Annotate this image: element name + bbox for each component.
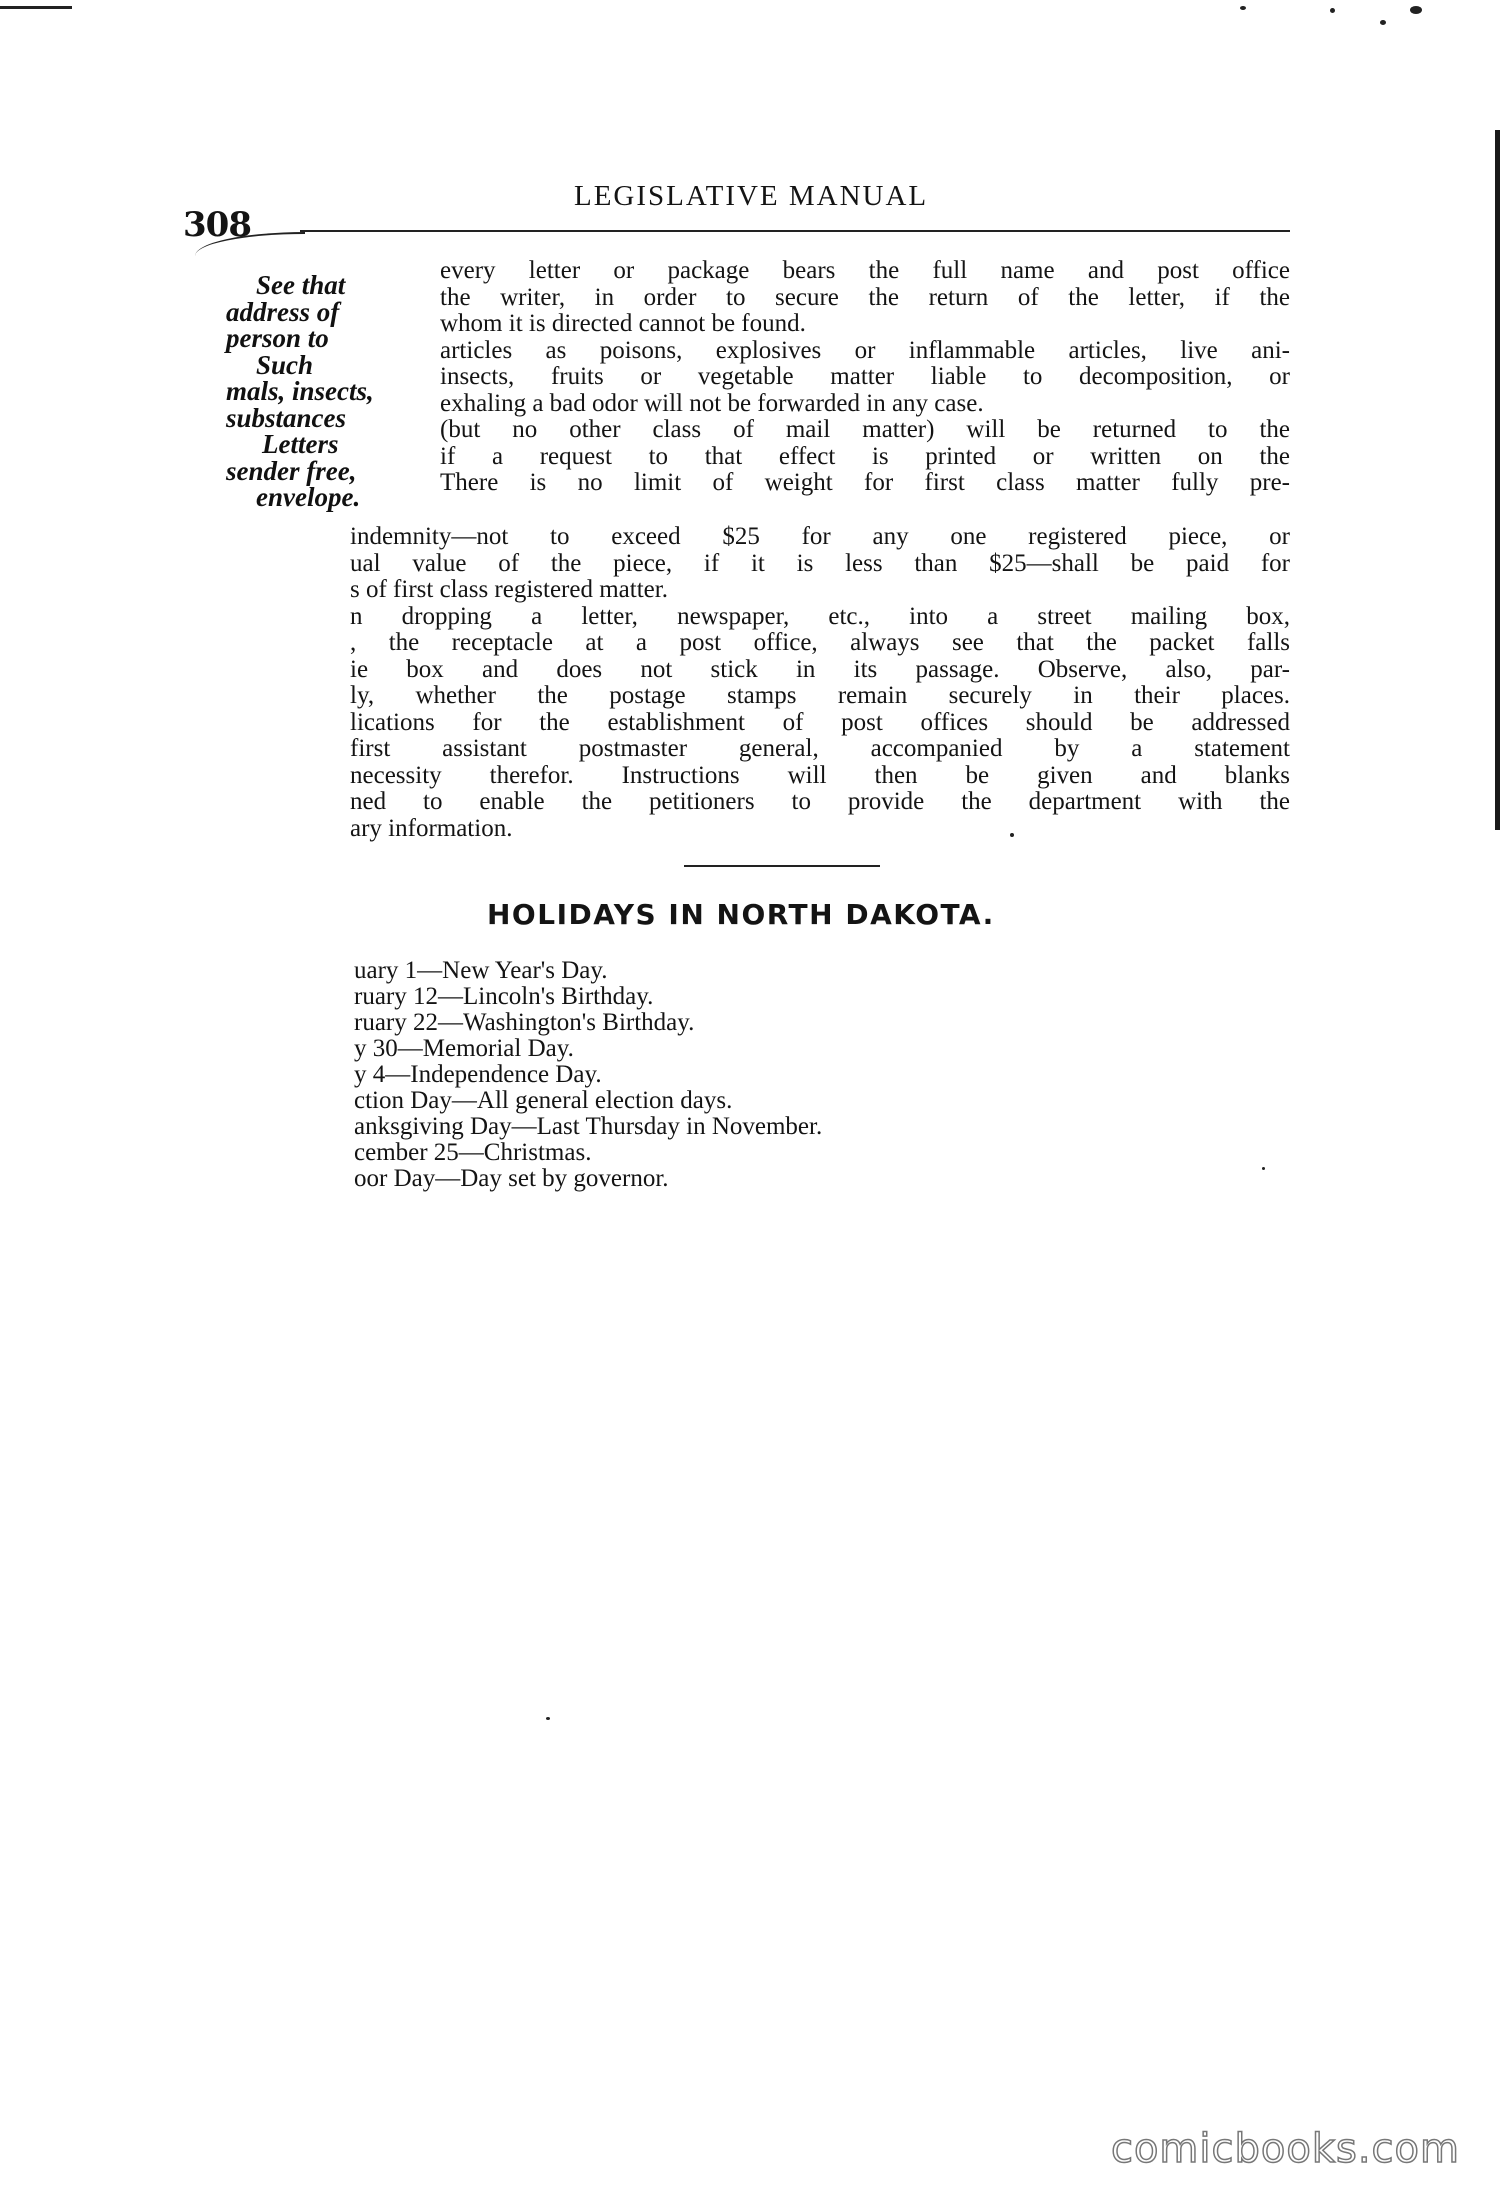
holiday-item: cember 25—Christmas. bbox=[354, 1139, 592, 1166]
holiday-list bbox=[354, 958, 822, 1192]
text-line: if a request to that effect is printed or written on the bbox=[440, 443, 1290, 470]
text-line: first assistant postmaster general, accompanied by a statement bbox=[350, 736, 1290, 762]
text-line: whom it is directed cannot be found. bbox=[440, 311, 806, 337]
holiday-item: ruary 22—Washington's Birthday. bbox=[354, 1009, 695, 1036]
scan-speck bbox=[1240, 6, 1246, 10]
holiday-item: anksgiving Day—Last Thursday in November. bbox=[354, 1113, 823, 1140]
skewed-margin-words bbox=[226, 272, 446, 511]
margin-word: mals, insects, bbox=[226, 376, 374, 406]
holiday-item: uary 1—New Year's Day. bbox=[354, 957, 608, 984]
margin-word: person to bbox=[226, 323, 329, 353]
scan-edge-shadow bbox=[1495, 130, 1500, 830]
holiday-item: y 30—Memorial Day. bbox=[354, 1035, 574, 1062]
text-line: necessity therefor. Instructions will then be given and blanks bbox=[350, 762, 1290, 789]
scan-speck bbox=[546, 1717, 550, 1720]
text-line: indemnity—not to exceed $25 for any one registered piece, or bbox=[350, 524, 1290, 550]
margin-word: Such bbox=[256, 349, 314, 380]
holiday-item: ction Day—All general election days. bbox=[354, 1087, 733, 1114]
header-rule bbox=[300, 230, 1290, 232]
text-line: ual value of the piece, if it is less than $25—shall be paid for bbox=[350, 550, 1290, 577]
text-line: lications for the establishment of post offices should be addressed bbox=[350, 709, 1290, 736]
text-line: s of first class registered matter. bbox=[350, 577, 668, 603]
holiday-item: ruary 12—Lincoln's Birthday. bbox=[354, 983, 654, 1010]
margin-word: envelope. bbox=[256, 482, 361, 512]
text-line: ie box and does not stick in its passage. Observe, also, par- bbox=[350, 656, 1290, 683]
section-heading: HOLIDAYS IN NORTH DAKOTA. bbox=[487, 898, 995, 931]
text-line: n dropping a letter, newspaper, etc., into a street mailing box, bbox=[350, 603, 1290, 630]
text-line: There is no limit of weight for first class matter fully pre- bbox=[440, 470, 1290, 496]
postal-instructions-paragraph bbox=[440, 258, 1290, 497]
text-line: exhaling a bad odor will not be forwarded in any case. bbox=[440, 390, 984, 417]
text-line: , the receptacle at a post office, always see that the packet falls bbox=[350, 630, 1290, 656]
margin-word: address of bbox=[226, 296, 340, 327]
text-line: ary information. bbox=[350, 815, 513, 842]
margin-word: substances bbox=[226, 402, 347, 433]
margin-word: Letters bbox=[262, 429, 339, 459]
page-number: 308 bbox=[183, 205, 251, 245]
scan-speck bbox=[1262, 1167, 1265, 1170]
text-line: (but no other class of mail matter) will be returned to the bbox=[440, 417, 1290, 443]
watermark-logo: comicbooks.com bbox=[1110, 2126, 1460, 2172]
holiday-item: oor Day—Day set by governor. bbox=[354, 1165, 669, 1192]
margin-word: sender free, bbox=[226, 455, 357, 486]
scan-edge-mark bbox=[0, 6, 72, 9]
holiday-item: y 4—Independence Day. bbox=[354, 1061, 602, 1088]
running-head: LEGISLATIVE MANUAL bbox=[574, 180, 929, 212]
registered-mail-paragraph bbox=[350, 524, 1290, 842]
text-line: ly, whether the postage stamps remain securely in their places. bbox=[350, 683, 1290, 709]
text-line: insects, fruits or vegetable matter liable to decomposition, or bbox=[440, 364, 1290, 390]
scan-speck bbox=[1330, 8, 1335, 13]
scan-speck bbox=[1410, 6, 1422, 14]
margin-word: See that bbox=[256, 270, 346, 300]
text-line: every letter or package bears the full name and post office bbox=[440, 258, 1290, 284]
scan-speck bbox=[1380, 20, 1386, 25]
text-line: articles as poisons, explosives or inflammable articles, live ani- bbox=[440, 337, 1290, 364]
text-line: the writer, in order to secure the return of the letter, if the bbox=[440, 284, 1290, 311]
section-divider bbox=[684, 865, 880, 867]
text-line: ned to enable the petitioners to provide the department with the bbox=[350, 789, 1290, 815]
